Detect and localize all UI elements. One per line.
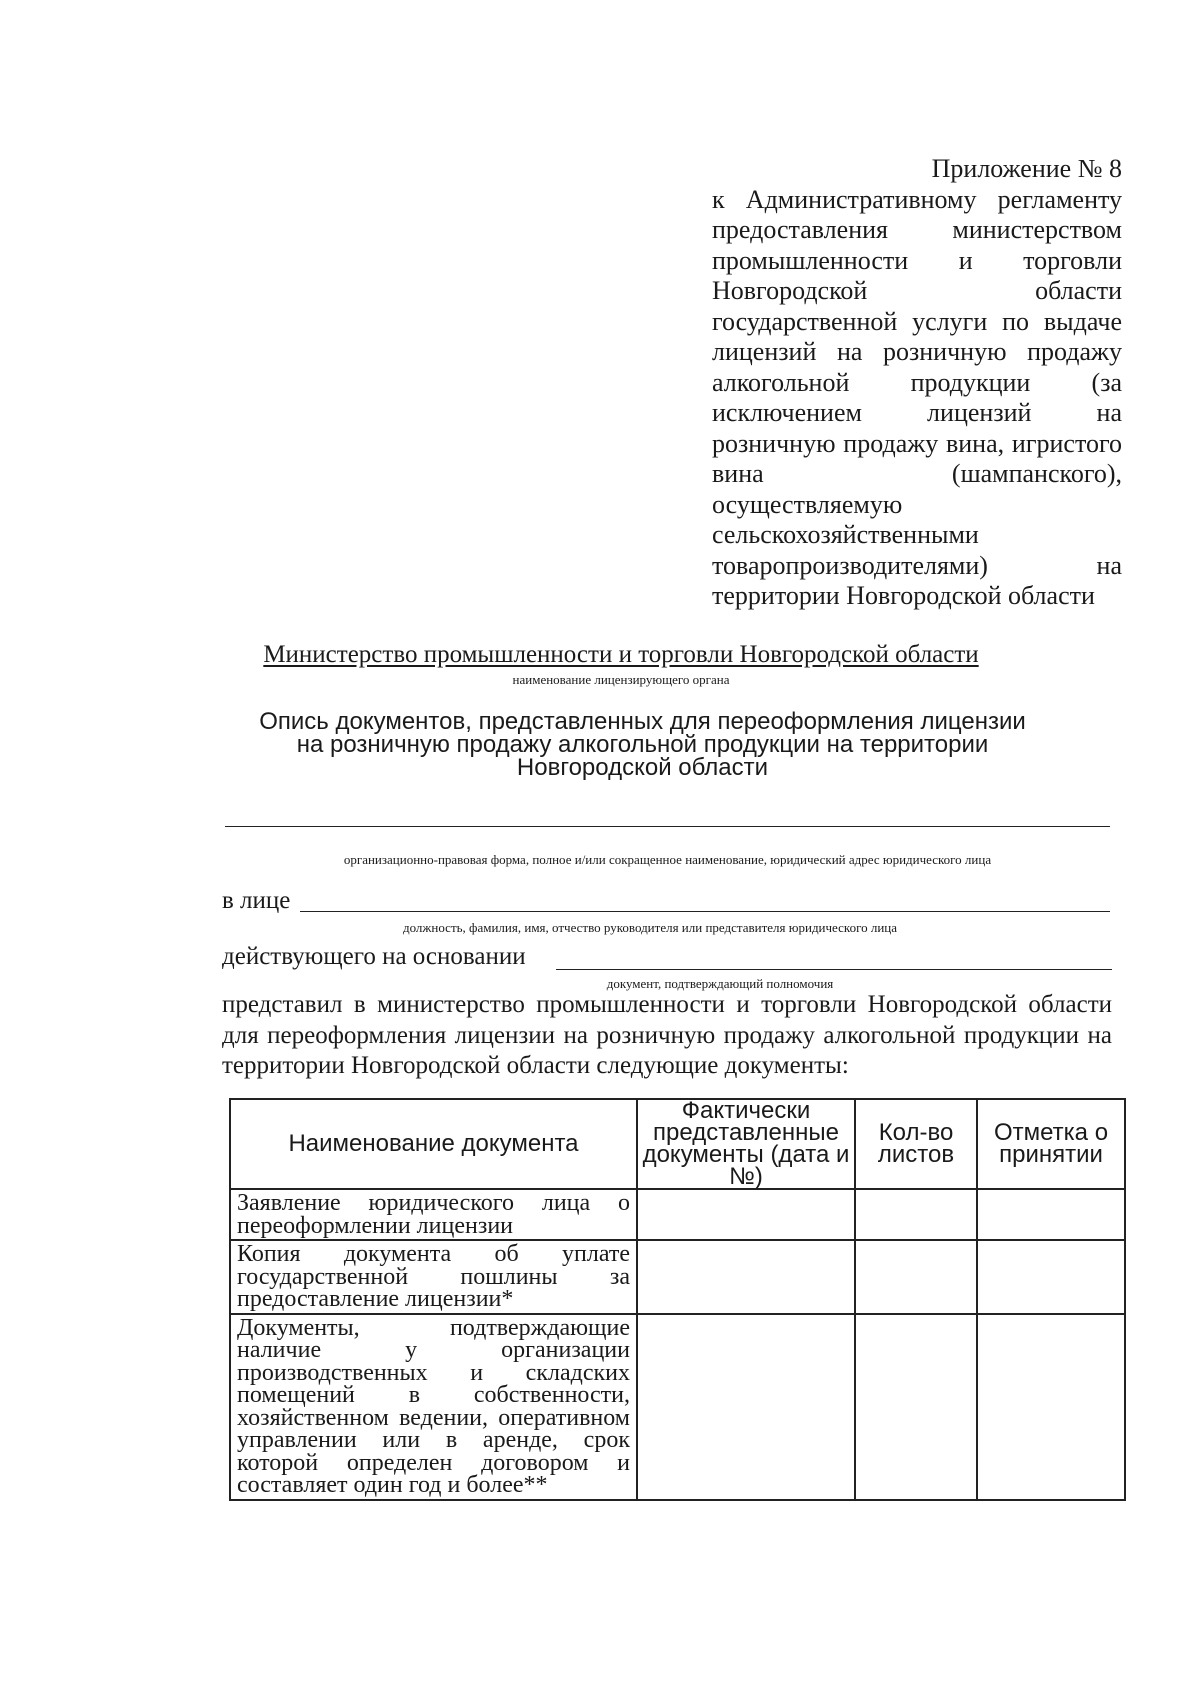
table-row (230, 1314, 1125, 1500)
appendix-block (712, 154, 1122, 612)
header-document-name: Наименование документа (230, 1099, 637, 1189)
title-line-2: на розничную продажу алкогольной продукции на территории (296, 731, 989, 758)
organization-field-line[interactable] (225, 826, 1110, 827)
sheet-count-cell[interactable] (855, 1189, 977, 1240)
acceptance-cell[interactable] (977, 1240, 1125, 1314)
table-row (230, 1240, 1125, 1314)
statement-paragraph: представил в министерство промышленности и торговли Новгородской области для переоформления лицензии на розничную продажу алкогольной продукции на территории Новгородской области следующие документы: (222, 991, 1112, 1079)
sheet-count-cell[interactable] (855, 1314, 977, 1500)
acceptance-cell[interactable] (977, 1314, 1125, 1500)
header-sheet-count: Кол-во листов (855, 1099, 977, 1189)
acting-basis-label: действующего на основании (222, 943, 526, 970)
documents-table (229, 1098, 1126, 1501)
submitted-cell[interactable] (637, 1240, 855, 1314)
table-header-row (230, 1099, 1125, 1189)
licensing-body-name: Министерство промышленности и торговли Новгородской области (263, 641, 979, 668)
title-line-1: Опись документов, представленных для переоформления лицензии (259, 708, 1026, 735)
submitted-cell[interactable] (637, 1189, 855, 1240)
organization-caption: организационно-правовая форма, полное и/или сокращенное наименование, юридический адрес юридического лица (343, 852, 992, 867)
document-title (220, 710, 1065, 779)
document-name-cell: Заявление юридического лица о переоформлении лицензии (230, 1189, 637, 1240)
header-acceptance-mark: Отметка о принятии (977, 1099, 1125, 1189)
represented-by-label: в лице (222, 887, 291, 914)
acting-basis-field-line[interactable] (556, 969, 1112, 970)
acceptance-cell[interactable] (977, 1189, 1125, 1240)
appendix-text: к Административному регламенту предоставления министерством промышленности и торговли Новгородской области государственной услуги по выдаче лицензий на розничную продажу алкогольной продукции (за исключением лицензий на розничную продажу вина, игристого вина (шампанского), осуществляемую сельскохозяйственными товаропроизводителями) на территории Новгородской области (712, 184, 1122, 610)
licensing-body-block (200, 640, 1042, 688)
represented-by-field-line[interactable] (300, 911, 1110, 912)
document-name-cell: Документы, подтверждающие наличие у организации производственных и складских помещений в собственности, хозяйственном ведении, оперативном управлении или в аренде, срок которой определен договором и составляет один год и более** (230, 1314, 637, 1500)
table-row (230, 1189, 1125, 1240)
acting-basis-caption: документ, подтверждающий полномочия (606, 976, 834, 991)
sheet-count-cell[interactable] (855, 1240, 977, 1314)
title-line-3: Новгородской области (516, 754, 769, 781)
submitted-cell[interactable] (637, 1314, 855, 1500)
document-name-cell: Копия документа об уплате государственной пошлины за предоставление лицензии* (230, 1240, 637, 1314)
represented-by-caption: должность, фамилия, имя, отчество руководителя или представителя юридического лица (402, 920, 898, 935)
licensing-body-caption: наименование лицензирующего органа (512, 672, 730, 687)
appendix-number: Приложение № 8 (931, 154, 1122, 183)
header-submitted-documents: Фактически представленные документы (дата и №) (637, 1099, 855, 1189)
